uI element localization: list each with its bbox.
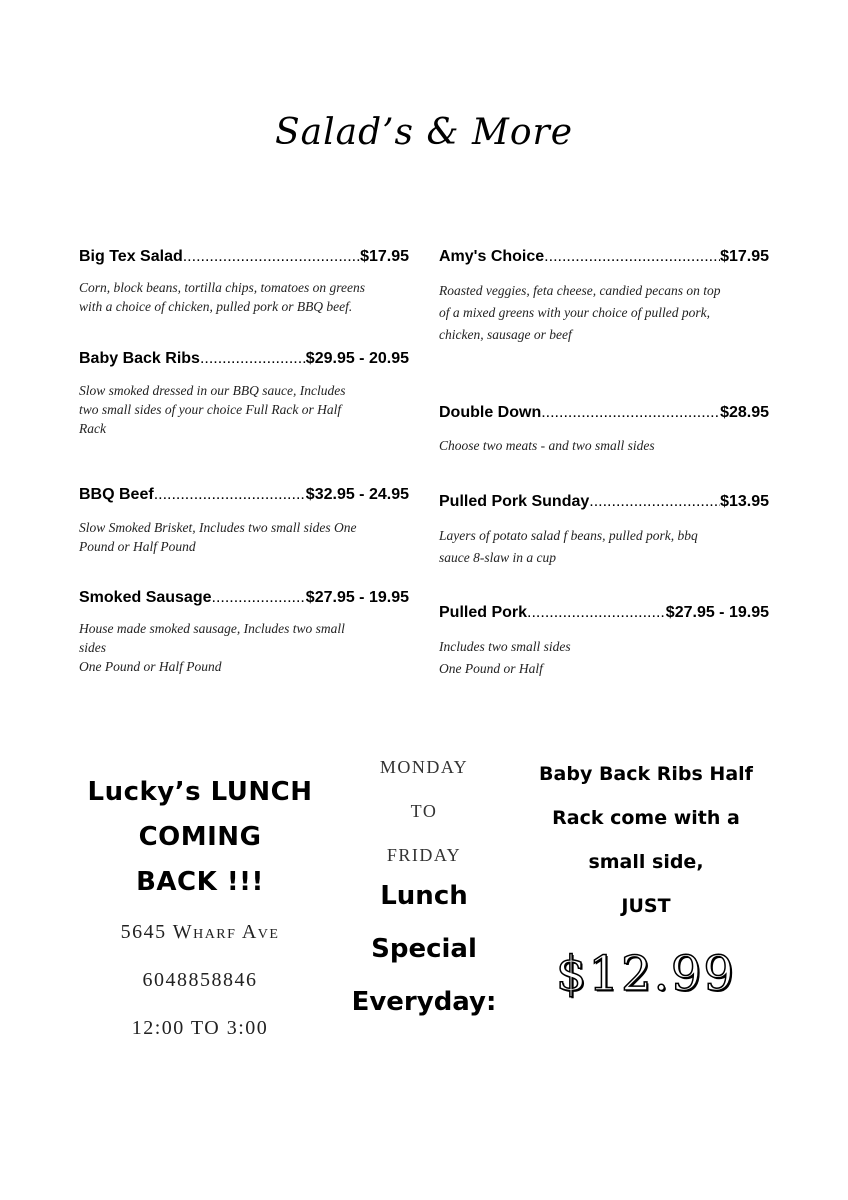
menu-item-bbq-beef: [79, 486, 409, 556]
leader-dots: [183, 248, 360, 266]
special-heading-line: Lunch: [380, 881, 468, 911]
leader-dots: [154, 486, 306, 504]
item-description: House made smoked sausage, Includes two small sides One Pound or Half Pound: [79, 621, 345, 674]
item-price: $17.95: [360, 248, 409, 265]
special-heading-line: Everyday:: [351, 987, 497, 1017]
menu-item-baby-back-ribs: [79, 350, 409, 438]
offer-line: small side,: [588, 851, 704, 873]
day-label: MONDAY: [379, 757, 469, 777]
lunch-heading-line: BACK !!!: [136, 867, 264, 897]
item-description: Includes two small sides One Pound or Half: [439, 639, 571, 676]
menu-item-amys-choice: [439, 248, 769, 346]
leader-dots: [544, 248, 720, 266]
menu-item-pulled-pork: [439, 604, 769, 680]
leader-dots: [589, 493, 720, 511]
item-price: $13.95: [720, 493, 769, 510]
offer-line: Rack come with a: [552, 807, 740, 829]
leader-dots: [200, 350, 306, 368]
leader-dots: [541, 404, 720, 422]
lunch-heading-line: COMING: [138, 822, 262, 852]
menu-item-big-tex-salad: [79, 248, 409, 316]
offer-line: Baby Back Ribs Half: [539, 763, 753, 785]
item-name: Double Down: [439, 404, 542, 421]
menu-item-pulled-pork-sunday: [439, 493, 769, 569]
ribs-offer: [535, 752, 757, 1002]
item-name: BBQ Beef: [79, 486, 154, 503]
item-description: Roasted veggies, feta cheese, candied pecans on top of a mixed greens with your choice of pulled pork, chicken, sausage or beef: [439, 283, 721, 342]
item-price: $17.95: [720, 248, 769, 265]
item-name: Big Tex Salad: [79, 248, 183, 265]
menu-item-double-down: [439, 404, 769, 455]
offer-price: $12.99: [556, 946, 736, 1002]
menu-item-smoked-sausage: [79, 589, 409, 676]
lunch-announcement: [80, 770, 320, 1041]
page-title: Salad’s & More: [274, 112, 574, 153]
day-label: FRIDAY: [386, 845, 462, 865]
item-name: Smoked Sausage: [79, 589, 212, 606]
item-price: $27.95 - 19.95: [305, 589, 409, 606]
leader-dots: [527, 604, 666, 622]
lunch-heading-line: Lucky’s LUNCH: [87, 777, 313, 807]
item-price: $29.95 - 20.95: [305, 350, 409, 367]
leader-dots: [212, 589, 306, 607]
item-name: Pulled Pork: [439, 604, 528, 621]
special-heading-line: Special: [371, 934, 477, 964]
lunch-special-block: [346, 756, 502, 1025]
item-description: Layers of potato salad f beans, pulled pork, bbq sauce 8-slaw in a cup: [439, 528, 698, 565]
item-name: Amy's Choice: [439, 248, 545, 265]
item-name: Pulled Pork Sunday: [439, 493, 590, 510]
item-description: Choose two meats - and two small sides: [439, 438, 655, 453]
item-price: $28.95: [720, 404, 769, 421]
item-description: Corn, block beans, tortilla chips, tomatoes on greens with a choice of chicken, pulled pork or BBQ beef.: [79, 280, 365, 314]
item-price: $32.95 - 24.95: [305, 486, 409, 503]
restaurant-phone: 6048858846: [142, 969, 258, 991]
item-description: Slow Smoked Brisket, Includes two small sides One Pound or Half Pound: [79, 520, 357, 554]
item-price: $27.95 - 19.95: [665, 604, 769, 621]
day-label: TO: [410, 801, 438, 821]
item-name: Baby Back Ribs: [79, 350, 200, 367]
offer-line: JUST: [621, 895, 671, 917]
restaurant-address: 5645 Wharf Ave: [120, 921, 280, 943]
lunch-hours: 12:00 TO 3:00: [131, 1017, 269, 1039]
item-description: Slow smoked dressed in our BBQ sauce, Includes two small sides of your choice Full Rack or Half Rack: [79, 383, 346, 436]
